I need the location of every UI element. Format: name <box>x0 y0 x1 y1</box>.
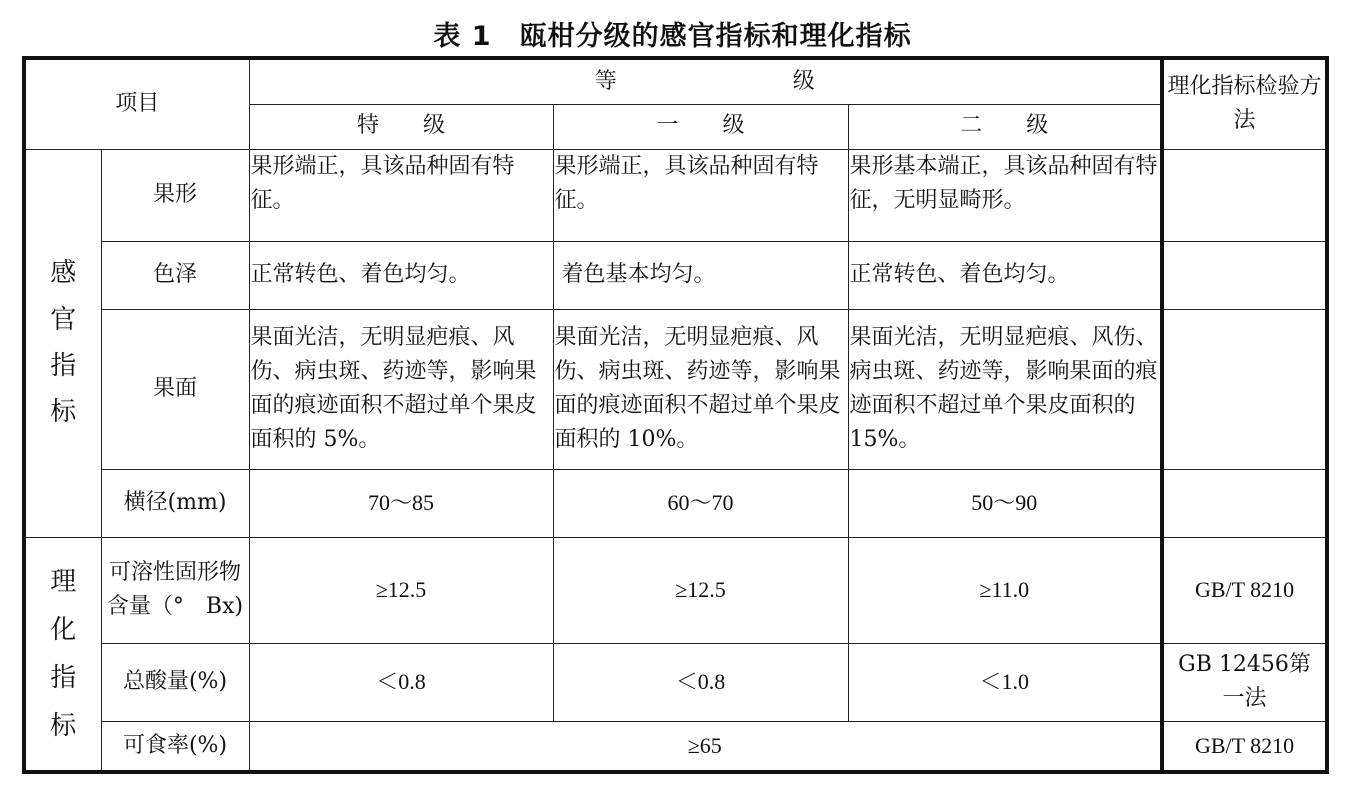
row-surface-label: 果面 <box>101 309 249 469</box>
header-row-1 <box>24 58 1327 104</box>
row-color-method <box>1162 241 1327 309</box>
row-diameter-first: 60～70 <box>553 469 848 537</box>
row-diameter-label: 横径(mm) <box>101 469 249 537</box>
row-shape-label: 果形 <box>101 149 249 241</box>
row-color-second: 正常转色、着色均匀。 <box>848 241 1162 309</box>
header-grade: 等 级 <box>249 58 1162 104</box>
row-soluble-label: 可溶性固形物含量（° Bx) <box>101 537 249 643</box>
row-color-premium: 正常转色、着色均匀。 <box>249 241 553 309</box>
row-edible <box>24 721 1327 772</box>
row-surface-premium: 果面光洁，无明显疤痕、风伤、病虫斑、药迹等，影响果面的痕迹面积不超过单个果皮面积的 5%。 <box>249 309 553 469</box>
row-soluble-first: ≥12.5 <box>553 537 848 643</box>
header-grade-first: 一 级 <box>553 104 848 149</box>
row-acid-label: 总酸量(%) <box>101 643 249 721</box>
row-surface-method <box>1162 309 1327 469</box>
group-physchem-label: 理化指标 <box>50 566 77 741</box>
header-grade-premium: 特 级 <box>249 104 553 149</box>
row-surface-second: 果面光洁，无明显疤痕、风伤、病虫斑、药迹等，影响果面的痕迹面积不超过单个果皮面积的 15%。 <box>848 309 1162 469</box>
row-shape-method <box>1162 149 1327 241</box>
row-diameter-method <box>1162 469 1327 537</box>
row-shape-first: 果形端正，具该品种固有特征。 <box>553 149 848 241</box>
group-sensory <box>24 149 101 537</box>
row-shape <box>24 149 1327 241</box>
header-grade-second: 二 级 <box>848 104 1162 149</box>
table-title: 表 1 瓯柑分级的感官指标和理化指标 <box>433 21 912 52</box>
row-surface-first: 果面光洁，无明显疤痕、风伤、病虫斑、药迹等，影响果面的痕迹面积不超过单个果皮面积的 10%。 <box>553 309 848 469</box>
grading-table <box>22 56 1329 774</box>
row-acid-second: ＜1.0 <box>848 643 1162 721</box>
row-diameter-premium: 70～85 <box>249 469 553 537</box>
row-acid <box>24 643 1327 721</box>
row-acid-premium: ＜0.8 <box>249 643 553 721</box>
header-item: 项目 <box>24 58 249 149</box>
row-soluble-premium: ≥12.5 <box>249 537 553 643</box>
row-surface <box>24 309 1327 469</box>
row-edible-value: ≥65 <box>249 721 1162 772</box>
row-diameter-second: 50～90 <box>848 469 1162 537</box>
row-acid-method: GB 12456第一法 <box>1162 643 1327 721</box>
row-edible-method: GB/T 8210 <box>1162 721 1327 772</box>
row-color-label: 色泽 <box>101 241 249 309</box>
row-edible-label: 可食率(%) <box>101 721 249 772</box>
row-shape-premium: 果形端正，具该品种固有特征。 <box>249 149 553 241</box>
row-soluble-method: GB/T 8210 <box>1162 537 1327 643</box>
row-soluble-second: ≥11.0 <box>848 537 1162 643</box>
row-color <box>24 241 1327 309</box>
row-shape-second: 果形基本端正，具该品种固有特征，无明显畸形。 <box>848 149 1162 241</box>
row-color-first: 着色基本均匀。 <box>553 241 848 309</box>
header-method: 理化指标检验方法 <box>1162 58 1327 149</box>
row-acid-first: ＜0.8 <box>553 643 848 721</box>
group-sensory-label: 感官指标 <box>50 258 77 428</box>
group-physchem <box>24 537 101 772</box>
row-diameter <box>24 469 1327 537</box>
row-soluble <box>24 537 1327 643</box>
